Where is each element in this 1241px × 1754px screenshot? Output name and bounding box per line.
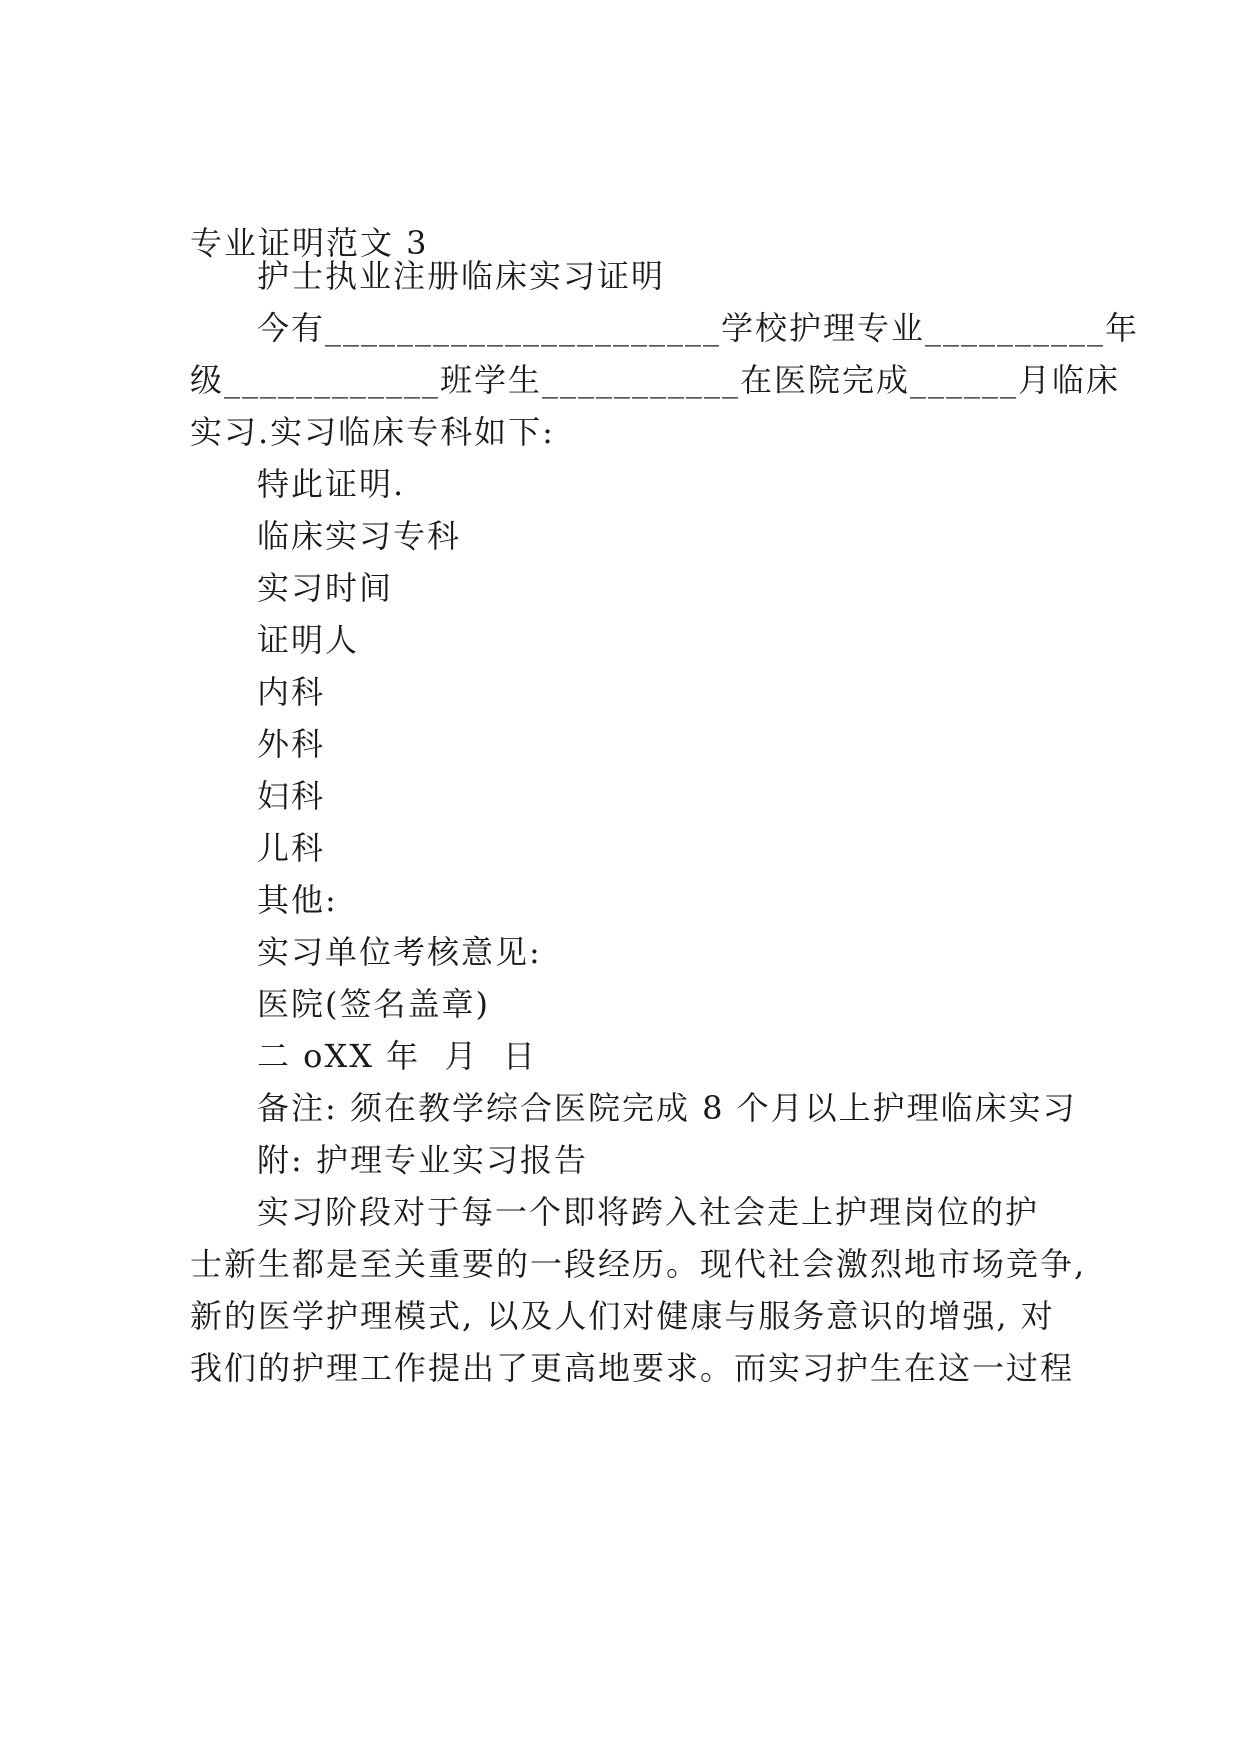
certify-statement: 特此证明.: [257, 465, 406, 503]
hospital-signature: 医院(签名盖章): [257, 985, 490, 1023]
paragraph-line-4: 我们的护理工作提出了更高地要求。而实习护生在这一过程: [190, 1349, 1075, 1387]
paragraph-line-2: 士新生都是至关重要的一段经历。现代社会激烈地市场竞争,: [190, 1245, 1087, 1283]
label-specialty: 临床实习专科: [257, 517, 462, 555]
paragraph-line-3: 新的医学护理模式, 以及人们对健康与服务意识的增强, 对: [190, 1297, 1055, 1335]
document-heading: 专业证明范文 3: [190, 224, 429, 262]
remark-note: 备注: 须在教学综合医院完成 8 个月以上护理临床实习: [257, 1089, 1077, 1127]
dept-internal: 内科: [257, 673, 326, 711]
dept-surgery: 外科: [257, 725, 326, 763]
intro-line-2: 级____________班学生___________在医院完成______月临床: [190, 361, 1121, 399]
label-witness: 证明人: [257, 621, 360, 659]
intro-line-1: 今有______________________学校护理专业__________年: [257, 309, 1140, 347]
assessment-label: 实习单位考核意见:: [257, 933, 542, 971]
label-time: 实习时间: [257, 569, 394, 607]
dept-pediatrics: 儿科: [257, 829, 326, 867]
intro-line-3: 实习.实习临床专科如下:: [190, 413, 555, 451]
paragraph-line-1: 实习阶段对于每一个即将跨入社会走上护理岗位的护: [257, 1193, 1040, 1231]
dept-other: 其他:: [257, 881, 338, 919]
date-line: 二 oXX 年 月 日: [257, 1037, 537, 1075]
certificate-title: 护士执业注册临床实习证明: [257, 257, 666, 295]
attachment-title: 附: 护理专业实习报告: [257, 1141, 588, 1179]
dept-gynecology: 妇科: [257, 777, 326, 815]
